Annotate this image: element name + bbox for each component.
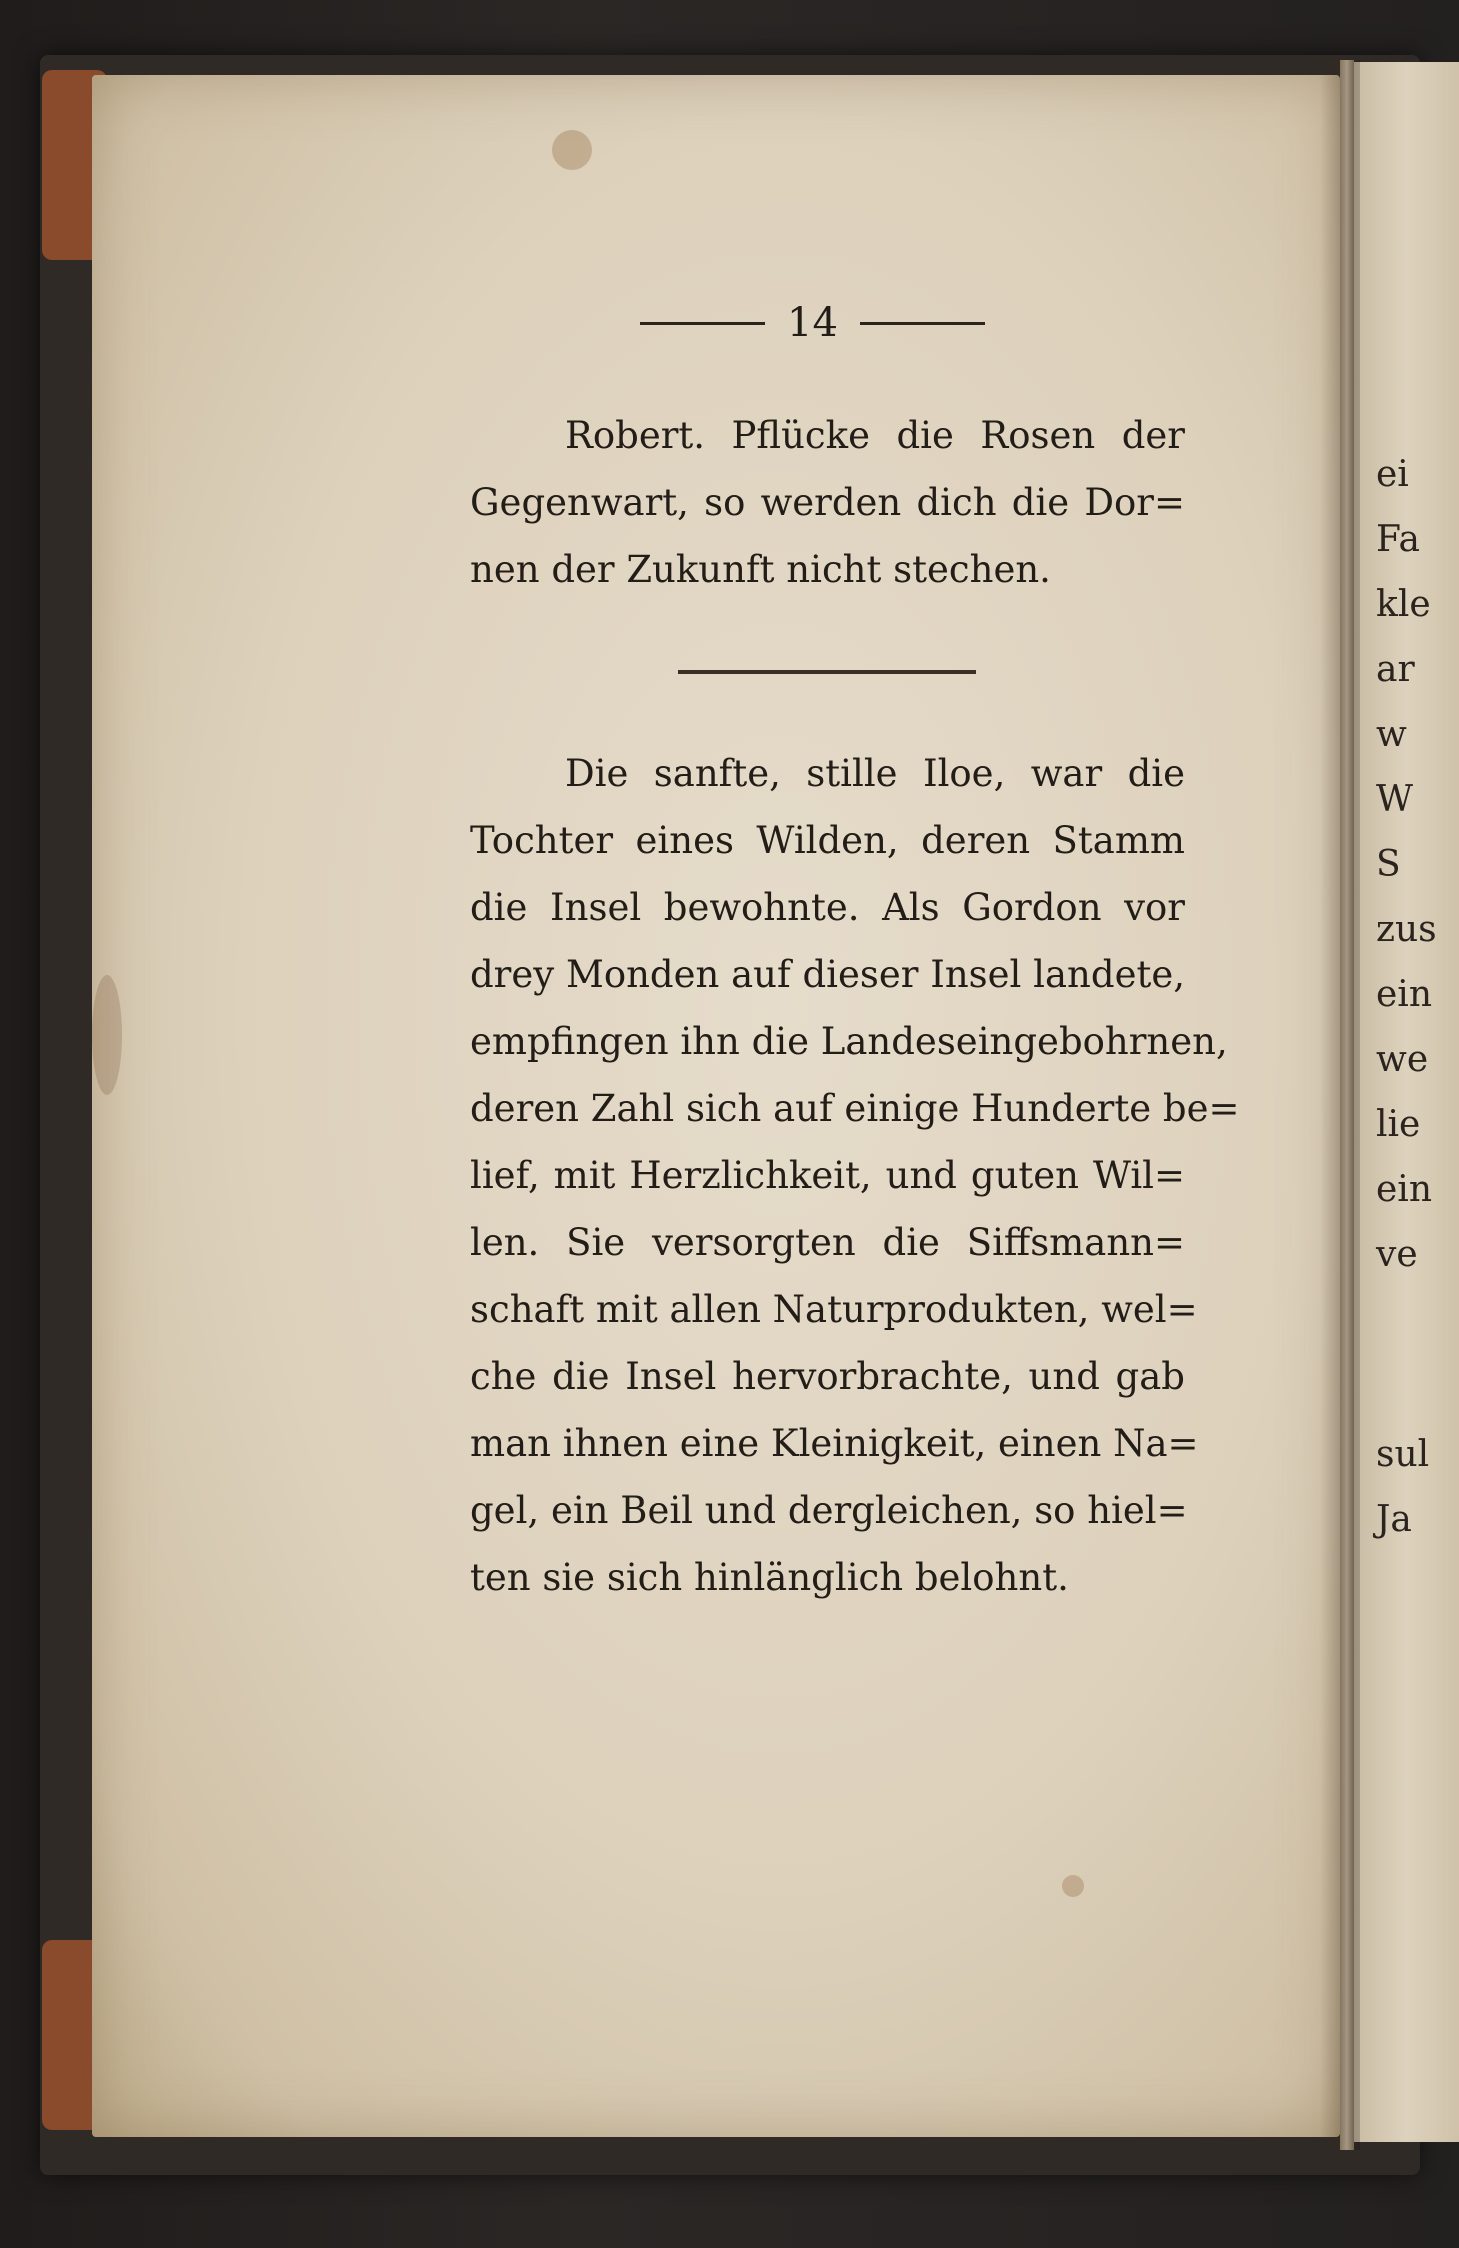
text-line: schaft mit allen Naturprodukten, wel= [470,1288,1198,1331]
text-line: nen der Zukunft nicht stechen. [470,548,1051,591]
header-rule-left [640,322,765,325]
facing-fragment: ein [1376,974,1433,1015]
page-stain [552,130,592,170]
text-line: empfingen ihn die Landeseingebohrnen, [470,1020,1228,1063]
text-line: che die Insel hervorbrachte, und gab [470,1355,1185,1398]
narrative-paragraph [470,740,1240,1611]
facing-fragment: ei [1376,454,1409,495]
text-line: man ihnen eine Kleinigkeit, einen Na= [470,1422,1199,1465]
text-line: ten sie sich hinlänglich belohnt. [470,1556,1069,1599]
facing-fragment: ve [1376,1234,1418,1275]
text-line: deren Zahl sich auf einige Hunderte be= [470,1087,1240,1130]
page-stain [1062,1875,1084,1897]
facing-fragment: we [1376,1039,1429,1080]
text-line: drey Monden auf dieser Insel landete, [470,953,1185,996]
text-line: Die sanfte, stille Iloe, war die [565,752,1185,795]
section-divider [678,670,976,674]
facing-fragment: sul [1376,1434,1430,1475]
text-line: Gegenwart, so werden dich die Dor= [470,481,1185,524]
facing-fragment: Fa [1376,519,1420,560]
page-stain [92,975,122,1095]
facing-fragment: ar [1376,649,1415,690]
facing-fragment: zus [1376,909,1437,950]
facing-fragment: W [1376,779,1414,820]
facing-page [1354,62,1459,2142]
running-header [640,300,1040,346]
text-line: len. Sie versorgten die Siffsmann= [470,1221,1185,1264]
facing-fragment: Ja [1376,1499,1412,1540]
facing-fragment: lie [1376,1104,1421,1145]
dialogue-paragraph [470,402,1185,603]
facing-fragment: kle [1376,584,1431,625]
facing-fragment: w [1376,714,1407,755]
text-line: gel, ein Beil und dergleichen, so hiel= [470,1489,1188,1532]
facing-fragment: S [1376,844,1401,885]
text-line: Robert. Pflücke die Rosen der [565,414,1185,457]
text-line: lief, mit Herzlichkeit, und guten Wil= [470,1154,1185,1197]
spine-shadow [1320,60,1360,2150]
facing-fragment: ein [1376,1169,1433,1210]
page-number: 14 [787,300,838,346]
text-line: die Insel bewohnte. Als Gordon vor [470,886,1185,929]
text-line: Tochter eines Wilden, deren Stamm [470,819,1185,862]
header-rule-right [860,322,985,325]
